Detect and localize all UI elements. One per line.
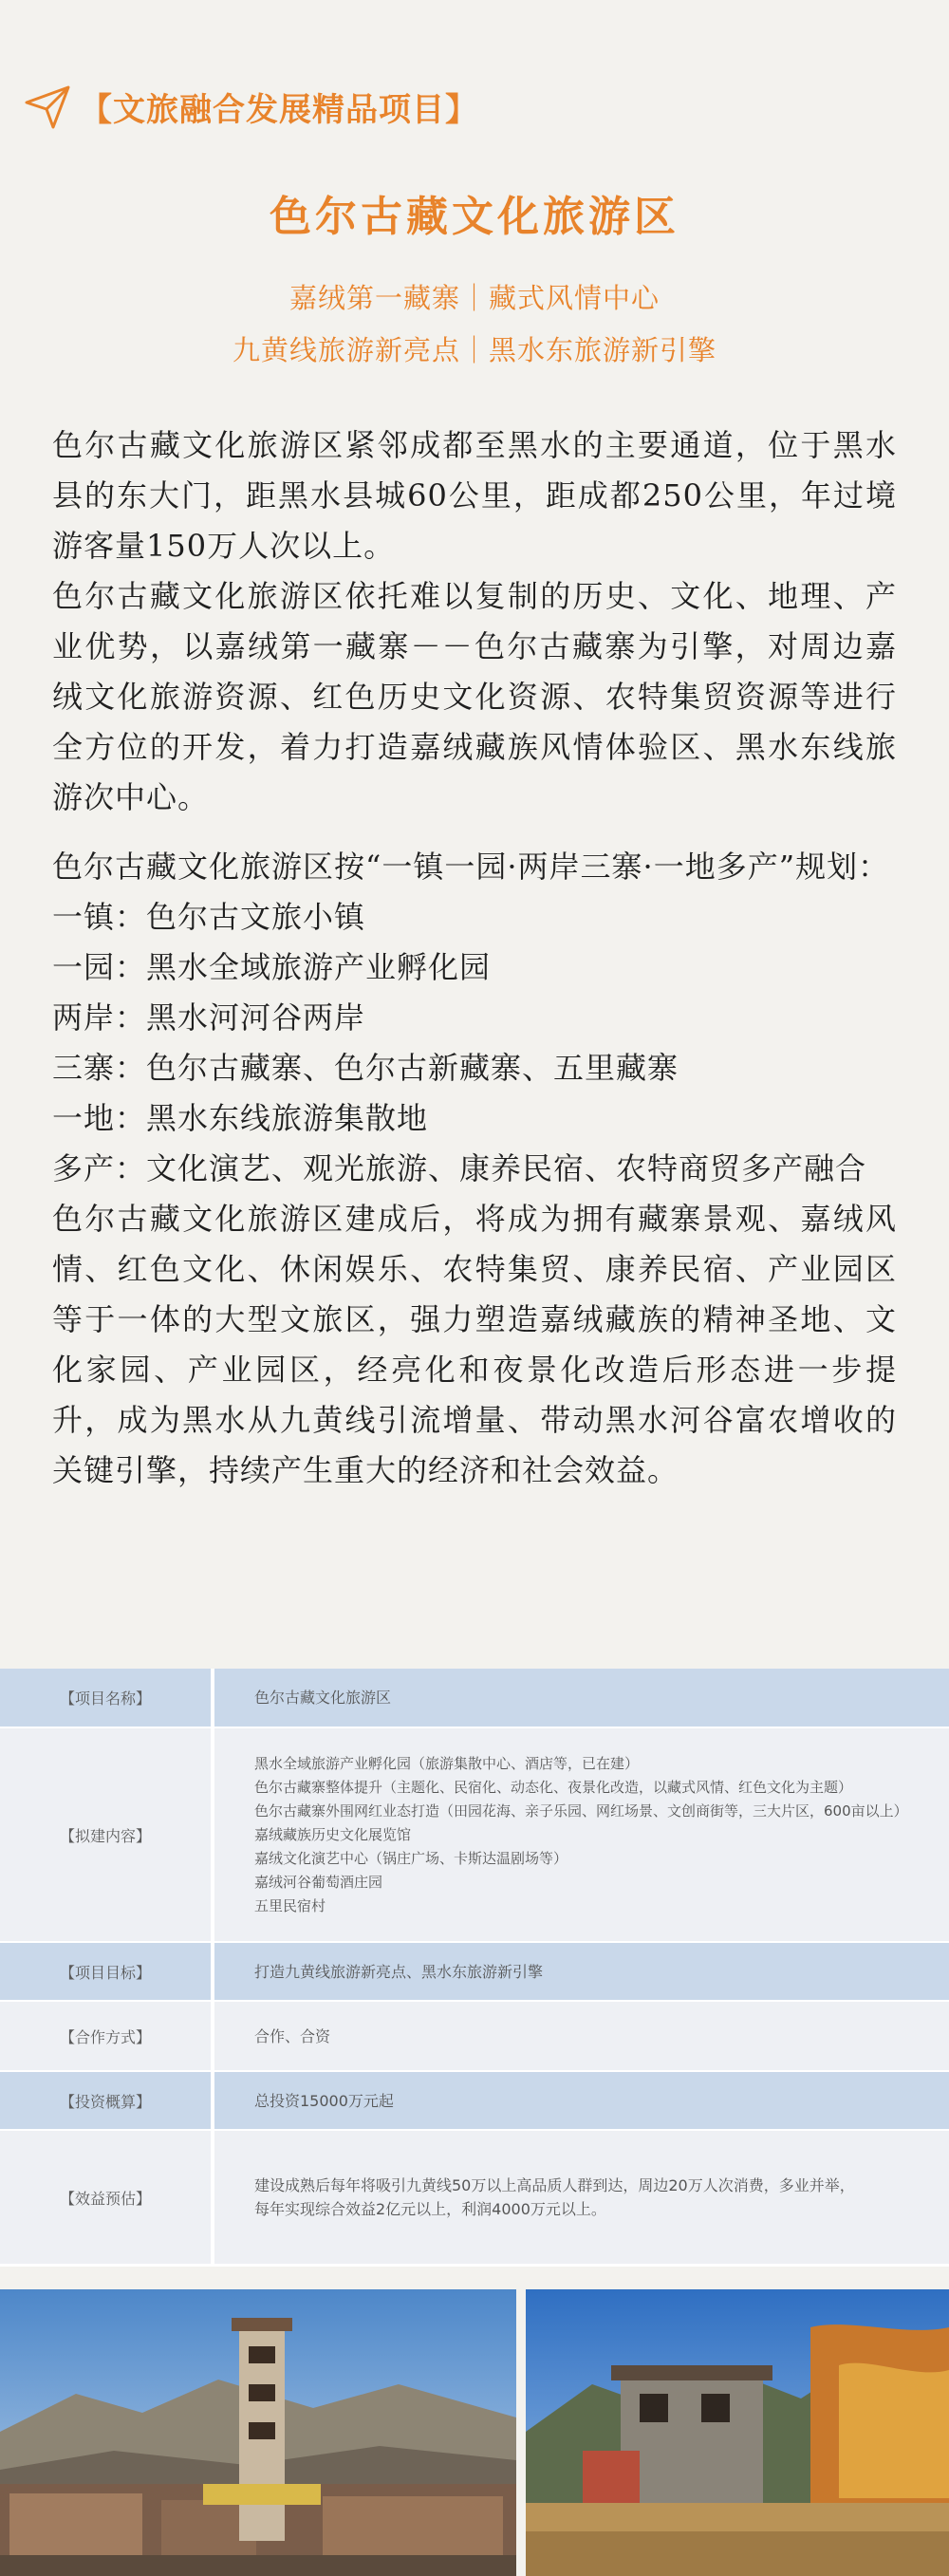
plan-item-villages: 三寨：色尔古藏寨、色尔古新藏寨、五里藏寨 bbox=[52, 1050, 679, 1086]
table-value-benefit bbox=[213, 2130, 949, 2265]
list-item: 五里民宿村 bbox=[254, 1896, 326, 1914]
page-title: 色尔古藏文化旅游区 bbox=[270, 193, 679, 241]
paragraph-plan-intro: 色尔古藏文化旅游区按“一镇一园·两岸三寨·一地多产”规划： bbox=[52, 849, 890, 885]
table-label-invest: 【投资概算】 bbox=[0, 2071, 213, 2130]
photo-stone-house bbox=[526, 2289, 949, 2576]
section-header bbox=[21, 80, 478, 133]
plan-item-town: 一镇：色尔古文旅小镇 bbox=[52, 899, 366, 935]
table-label-coop: 【合作方式】 bbox=[0, 2001, 213, 2071]
benefit-line-2: 每年实现综合效益2亿元以上，利润4000万元以上。 bbox=[254, 2200, 606, 2218]
table-label-content: 【拟建内容】 bbox=[0, 1727, 213, 1942]
article-body bbox=[52, 420, 897, 1496]
plan-item-park: 一园：黑水全域旅游产业孵化园 bbox=[52, 949, 492, 985]
table-row bbox=[0, 1942, 949, 2001]
table-value-name: 色尔古藏文化旅游区 bbox=[213, 1669, 949, 1727]
subtitle-line-1: 嘉绒第一藏寨｜藏式风情中心 bbox=[288, 282, 660, 314]
list-item: 色尔古藏寨整体提升（主题化、民宿化、动态化、夜景化改造，以藏式风情、红色文化为主题） bbox=[254, 1778, 853, 1796]
plan-item-hub: 一地：黑水东线旅游集散地 bbox=[52, 1100, 429, 1136]
list-item: 黑水全域旅游产业孵化园（旅游集散中心、酒店等，已在建） bbox=[254, 1754, 640, 1772]
plan-item-industries: 多产：文化演艺、观光旅游、康养民宿、农特商贸多产融合 bbox=[52, 1150, 867, 1186]
table-label-benefit: 【效益预估】 bbox=[0, 2130, 213, 2265]
list-item: 嘉绒河谷葡萄酒庄园 bbox=[254, 1873, 383, 1891]
subtitle-line-2: 九黄线旅游新亮点｜黑水东旅游新引擎 bbox=[232, 334, 716, 366]
table-row bbox=[0, 2071, 949, 2130]
table-row bbox=[0, 1727, 949, 1942]
table-value-content bbox=[213, 1727, 949, 1942]
content-list bbox=[254, 1752, 949, 1918]
table-label-goal: 【项目目标】 bbox=[0, 1942, 213, 2001]
project-info-table bbox=[0, 1669, 949, 2267]
table-row bbox=[0, 1669, 949, 1727]
paragraph-location: 色尔古藏文化旅游区紧邻成都至黑水的主要通道，位于黑水县的东大门，距黑水县城60公里，距成都250公里，年过境游客量150万人次以上。 bbox=[52, 427, 897, 564]
table-value-goal: 打造九黄线旅游新亮点、黑水东旅游新引擎 bbox=[213, 1942, 949, 2001]
table-row bbox=[0, 2001, 949, 2071]
paper-plane-icon bbox=[21, 80, 74, 133]
table-value-invest: 总投资15000万元起 bbox=[213, 2071, 949, 2130]
table-value-coop: 合作、合资 bbox=[213, 2001, 949, 2071]
table-row bbox=[0, 2130, 949, 2265]
list-item: 嘉绒藏族历史文化展览馆 bbox=[254, 1825, 412, 1843]
plan-item-banks: 两岸：黑水河河谷两岸 bbox=[52, 999, 366, 1036]
paragraph-positioning: 色尔古藏文化旅游区依托难以复制的历史、文化、地理、产业优势，以嘉绒第一藏寨－－色尔古藏寨为引擎，对周边嘉绒文化旅游资源、红色历史文化资源、农特集贸资源等进行全方位的开发，着力打造嘉绒藏族风情体验区、黑水东线旅游次中心。 bbox=[52, 578, 897, 815]
section-header-label: 【文旅融合发展精品项目】 bbox=[80, 90, 478, 129]
list-item: 色尔古藏寨外围网红业态打造（田园花海、亲子乐园、网红场景、文创商街等，三大片区，600亩以上） bbox=[254, 1801, 908, 1820]
photo-village-tower bbox=[0, 2289, 516, 2576]
benefit-line-1: 建设成熟后每年将吸引九黄线50万以上高品质人群到达，周边20万人次消费，多业并举， bbox=[254, 2176, 855, 2194]
paragraph-outcome: 色尔古藏文化旅游区建成后，将成为拥有藏寨景观、嘉绒风情、红色文化、休闲娱乐、农特集贸、康养民宿、产业园区等于一体的大型文旅区，强力塑造嘉绒藏族的精神圣地、文化家园、产业园区，经亮化和夜景化改造后形态进一步提升，成为黑水从九黄线引流增量、带动黑水河谷富农增收的关键引擎，持续产生重大的经济和社会效益。 bbox=[52, 1201, 897, 1488]
list-item: 嘉绒文化演艺中心（锅庄广场、卡斯达温剧场等） bbox=[254, 1849, 568, 1867]
table-label-name: 【项目名称】 bbox=[0, 1669, 213, 1727]
